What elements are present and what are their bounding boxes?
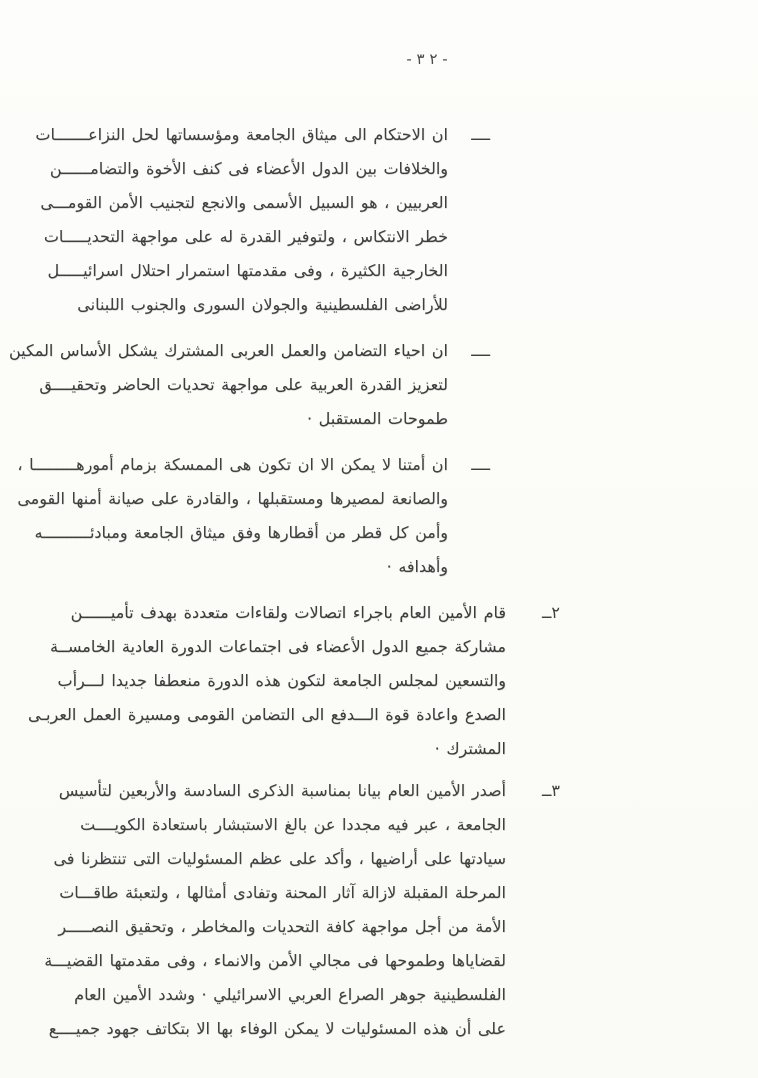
- numbered-item-2: [0, 598, 758, 768]
- item-number: ٣ــ: [542, 781, 560, 800]
- item-number: ٢ــ: [542, 603, 560, 622]
- text-line: وأهدافه ·: [386, 557, 448, 576]
- text-line: ان الاحتكام الى ميثاق الجامعة ومؤسساتها لحل النزاعـــــــات: [35, 125, 448, 144]
- text-line: العربيين ، هو السبيل الأسمى والانجع لتجنيب الأمن القومـــى: [40, 193, 448, 212]
- text-line: قام الأمين العام باجراء اتصالات ولقاءات متعددة بهدف تأميــــــن: [70, 603, 506, 622]
- text-line: ان احياء التضامن والعمل العربى المشترك يشكل الأساس المكين: [8, 341, 448, 360]
- dash-bullet: ــــ: [471, 341, 490, 360]
- bulleted-paragraph-3: [0, 450, 758, 586]
- text-line: الخارجية الكثيرة ، وفى مقدمتها استمرار احتلال اسرائيـــــل: [47, 261, 448, 280]
- text-line: خطر الانتكاس ، ولتوفير القدرة له على مواجهة التحديـــــات: [43, 227, 448, 246]
- text-line: طموحات المستقبل ·: [306, 409, 448, 428]
- paragraph-lines: [0, 336, 448, 438]
- text-line: والتسعين لمجلس الجامعة لتكون هذه الدورة منعطفا جديدا لـــرأب: [57, 671, 506, 690]
- text-line: الجامعة ، عبر فيه مجددا عن بالغ الاستبشار باستعادة الكويــــت: [80, 815, 506, 834]
- text-line: سيادتها على أراضيها ، وأكد على عظم المسئوليات التى تنتظرنا فى: [53, 849, 506, 868]
- text-line: أصدر الأمين العام بيانا بمناسبة الذكرى السادسة والأربعين لتأسيس: [58, 781, 506, 800]
- text-line: والخلافات بين الدول الأعضاء فى كنف الأخوة والتضامــــــن: [49, 159, 448, 178]
- text-line: على أن هذه المسئوليات لا يمكن الوفاء بها الا بتكاتف جهود جميــــع: [48, 1019, 506, 1038]
- paragraph-lines: [0, 598, 506, 768]
- text-line: للأراضى الفلسطينية والجولان السورى والجنوب اللبنانى: [77, 295, 448, 314]
- dash-bullet: ــــ: [471, 455, 490, 474]
- numbered-item-3: [0, 776, 758, 1048]
- page-number: - ٢ ٣ -: [406, 50, 448, 68]
- text-line: ان أمتنا لا يمكن الا ان تكون هى الممسكة بزمام أمورهـــــــــا ،: [17, 455, 448, 474]
- text-line: الأمة من أجل مواجهة كافة التحديات والمخاطر ، وتحقيق النصـــــر: [58, 917, 506, 936]
- text-line: والصانعة لمصيرها ومستقبلها ، والقادرة على صيانة أمنها القومى: [17, 489, 448, 508]
- text-line: لقضاياها وطموحها فى مجالي الأمن والانماء ، وفى مقدمتها القضيـــة: [44, 951, 506, 970]
- text-line: لتعزيز القدرة العربية على مواجهة تحديات الحاضر وتحقيــــق: [39, 375, 448, 394]
- text-line: وأمن كل قطر من أقطارها وفق ميثاق الجامعة ومبادئــــــــــه: [34, 523, 448, 542]
- text-line: الفلسطينية جوهر الصراع العربي الاسرائيلي · وشدد الأمين العام: [74, 985, 506, 1004]
- bulleted-paragraph-1: [0, 120, 758, 324]
- dash-bullet: ــــ: [471, 125, 490, 144]
- bulleted-paragraph-2: [0, 336, 758, 438]
- text-line: الصدع واعادة قوة الـــدفع الى التضامن القومى ومسيرة العمل العربـى: [27, 705, 506, 724]
- paragraph-lines: [0, 776, 506, 1048]
- paragraph-lines: [0, 120, 448, 324]
- paragraph-lines: [0, 450, 448, 586]
- document-body: [0, 120, 758, 1048]
- text-line: المرحلة المقبلة لازالة آثار المحنة وتفادى أمثالها ، ولتعبئة طاقـــات: [59, 883, 506, 902]
- text-line: المشترك ·: [434, 739, 506, 758]
- text-line: مشاركة جميع الدول الأعضاء فى اجتماعات الدورة العادية الخامســة: [50, 637, 506, 656]
